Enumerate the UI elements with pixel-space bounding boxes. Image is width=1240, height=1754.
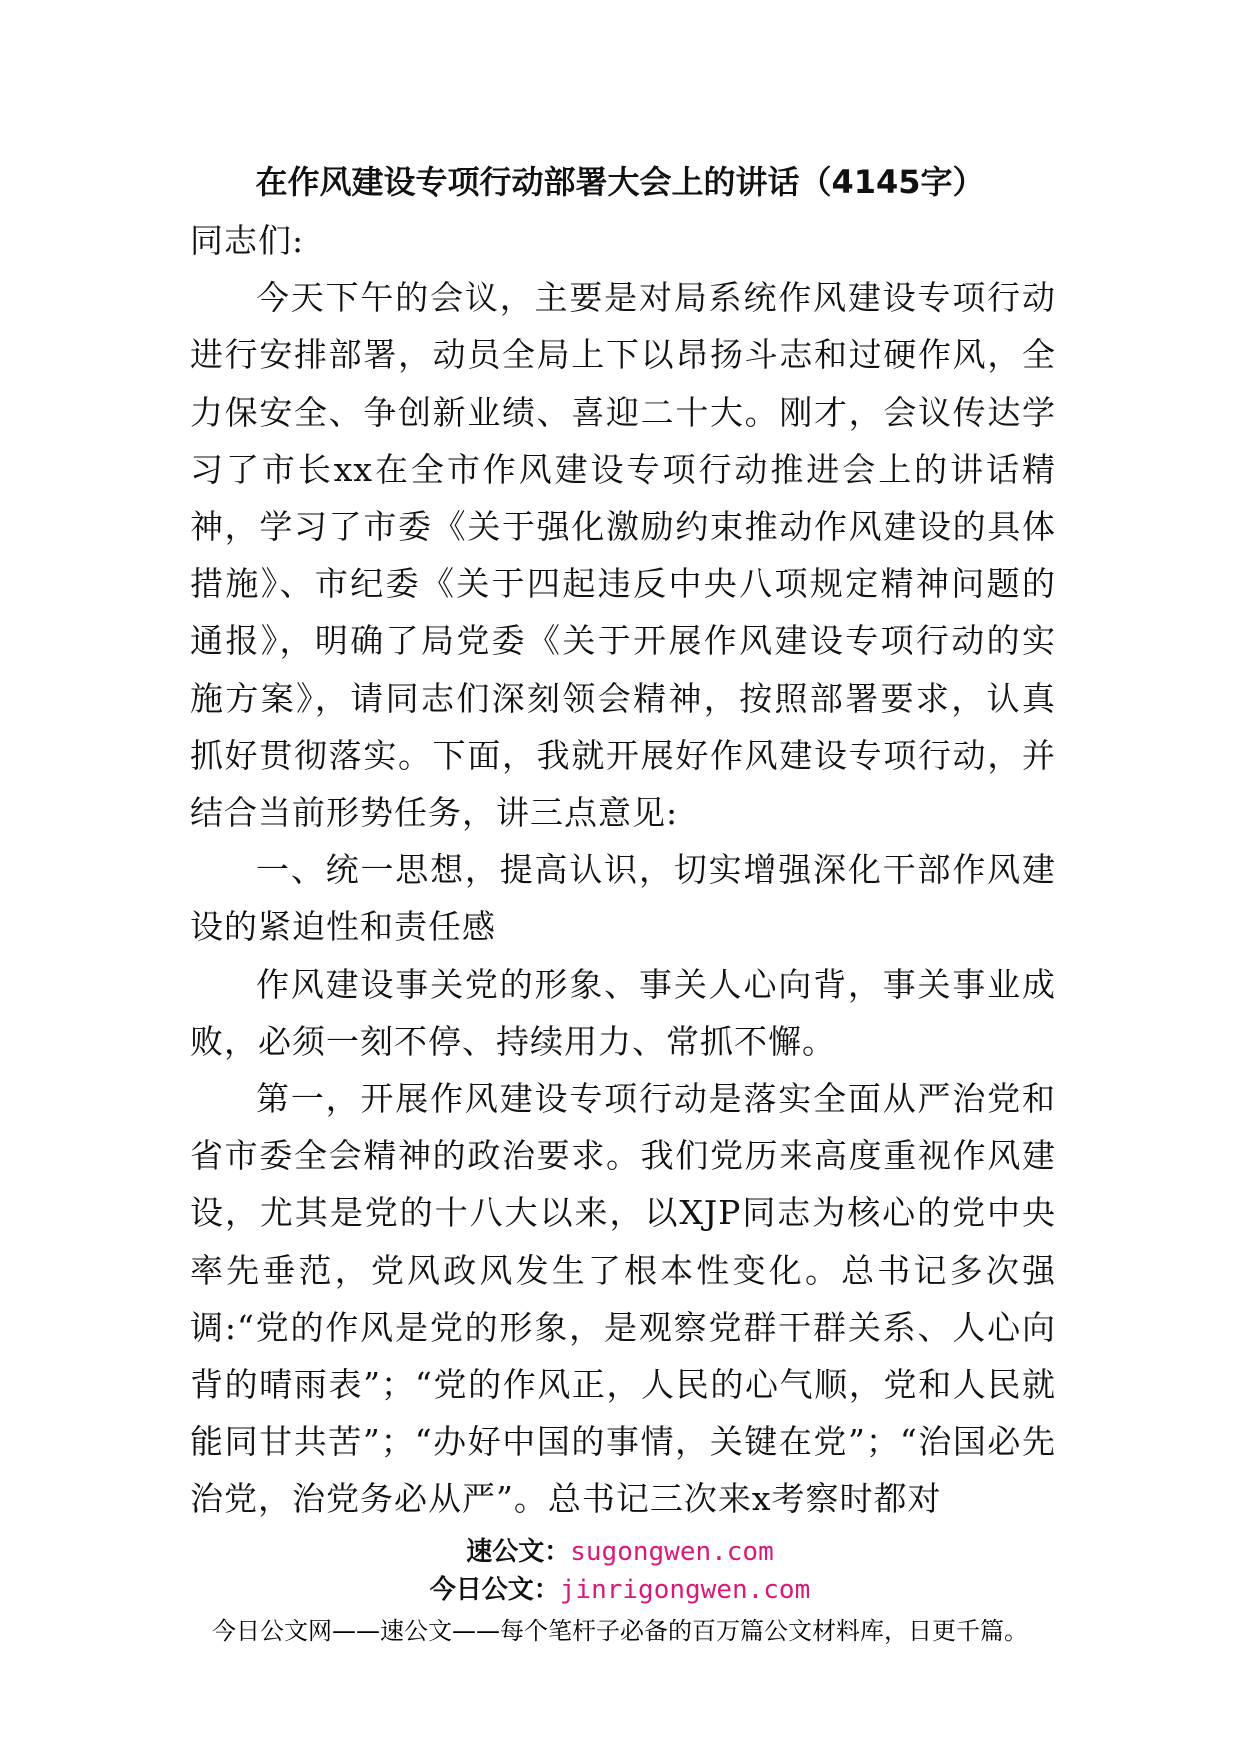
footer-sugongwen <box>0 1534 1240 1570</box>
section-heading-one: 一、统一思想，提高认识，切实增强深化干部作风建设的紧迫性和责任感 <box>190 850 1056 947</box>
footer-jinrigongwen-link[interactable]: jinrigongwen.com <box>559 1575 811 1605</box>
footer-jinrigongwen <box>0 1572 1240 1608</box>
paragraph-point-one: 第一，开展作风建设专项行动是落实全面从严治党和省市委全会精神的政治要求。我们党历来高度重视作风建设，尤其是党的十八大以来，以XJP同志为核心的党中央率先垂范，党风政风发生了根本性变化。总书记多次强调:“党的作风是党的形象，是观察党群干群关系、人心向背的晴雨表”；“党的作风正，人民的心气顺，党和人民就能同甘共苦”；“办好中国的事情，关键在党”；“治国必先治党，治党务必从严”。总书记三次来x考察时都对 <box>190 1079 1056 1519</box>
paragraph-intro: 今天下午的会议，主要是对局系统作风建设专项行动进行安排部署，动员全局上下以昂扬斗志和过硬作风，全力保安全、争创新业绩、喜迎二十大。刚才，会议传达学习了市长xx在全市作风建设专项行动推进会上的讲话精神，学习了市委《关于强化激励约束推动作风建设的具体措施》、市纪委《关于四起违反中央八项规定精神问题的通报》，明确了局党委《关于开展作风建设专项行动的实施方案》，请同志们深刻领会精神，按照部署要求，认真抓好贯彻落实。下面，我就开展好作风建设专项行动，并结合当前形势任务，讲三点意见: <box>190 278 1056 833</box>
footer-slogan: 今日公文网——速公文——每个笔杆子必备的百万篇公文材料库，日更千篇。 <box>212 1617 1028 1645</box>
paragraph-section-one-lead: 作风建设事关党的形象、事关人心向背，事关事业成败，必须一刻不停、持续用力、常抓不懈。 <box>190 964 1056 1061</box>
document-title: 在作风建设专项行动部署大会上的讲话（4145字） <box>255 163 985 201</box>
footer-sugongwen-link[interactable]: sugongwen.com <box>570 1537 774 1567</box>
footer-jinrigongwen-label: 今日公文： <box>429 1575 560 1605</box>
footer-sugongwen-label: 速公文： <box>466 1537 571 1567</box>
document-body <box>190 212 1056 1528</box>
salutation: 同志们: <box>190 221 305 260</box>
